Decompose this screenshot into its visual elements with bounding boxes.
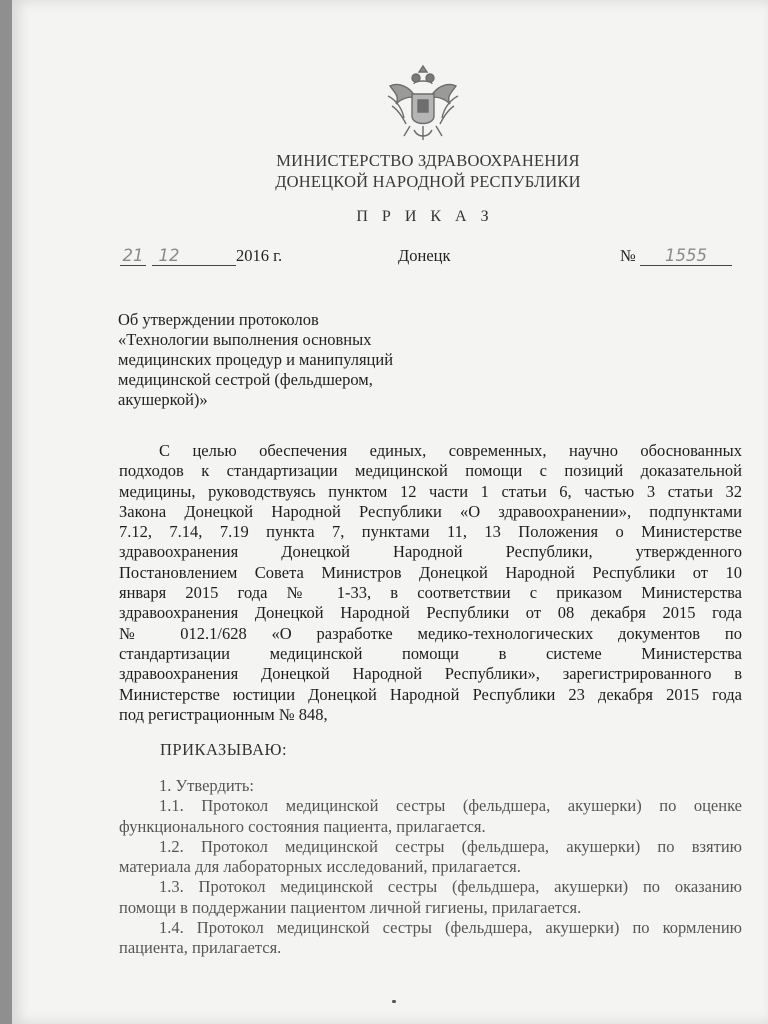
preamble-line: 7.12, 7.14, 7.19 пункта 7, пунктами 11, 13 Положения о Министерстве: [119, 522, 742, 542]
preamble-line: медицины, руководствуясь пунктом 12 части 1 статьи 6, частью 3 статьи 32: [119, 481, 742, 501]
order-number-handwritten: 1555: [640, 246, 732, 266]
preamble-line: подходов к стандартизации медицинской помощи с позиций доказательной: [119, 461, 742, 481]
ministry-header: [230, 150, 626, 192]
item-line: 1.1. Протокол медицинской сестры (фельдшера, акушерки) по оценке: [159, 796, 742, 816]
decree-word: ПРИКАЗЫВАЮ:: [160, 740, 288, 759]
subject-line: акушеркой)»: [118, 390, 208, 409]
date-year: [186, 246, 282, 266]
item-line: пациента, прилагается.: [119, 938, 282, 958]
order-subject: [118, 310, 438, 410]
preamble-line: стандартизации медицинской помощи в системе Министерства: [119, 643, 742, 663]
preamble-paragraph: [119, 441, 742, 725]
subject-line: «Технологии выполнения основных: [118, 330, 372, 349]
preamble-line: Постановлением Совета Министров Донецкой Народной Республики от 10: [119, 562, 742, 582]
republic-name-line: ДОНЕЦКОЙ НАРОДНОЙ РЕСПУБЛИКИ: [275, 172, 581, 191]
subject-line: медицинской сестрой (фельдшером,: [118, 370, 373, 389]
coat-of-arms-eagle-icon: [380, 60, 466, 146]
item-line: 1.2. Протокол медицинской сестры (фельдшера, акушерки) по взятию: [159, 836, 742, 856]
preamble-line: Министерстве юстиции Донецкой Народной Республики 23 декабря 2015 года: [119, 684, 742, 704]
order-items: [119, 776, 742, 959]
city-name: Донецк: [398, 246, 451, 265]
item-line: 1.3. Протокол медицинской сестры (фельдшера, акушерки) по оказанию: [159, 877, 742, 897]
preamble-line: января 2015 года № 1-33, в соответствии с приказом Министерства: [119, 583, 742, 603]
subject-line: медицинских процедур и манипуляций: [118, 350, 394, 369]
preamble-line: здравоохранения Донецкой Народной Республики, утвержденного: [119, 542, 742, 562]
item-line: помощи в поддержании пациентом личной гигиены, прилагается.: [119, 897, 582, 917]
scan-speck: [392, 1000, 396, 1003]
item-line: функционального состояния пациента, прилагается.: [119, 816, 486, 836]
date-month-handwritten: 12: [152, 246, 186, 266]
preamble-line: под регистрационным № 848,: [119, 704, 328, 724]
order-title: П Р И К А З: [356, 208, 494, 225]
date-day-handwritten: 21: [120, 246, 146, 266]
order-number-label: №: [620, 246, 636, 265]
scan-binding-edge: [0, 0, 12, 1024]
item-line: 1. Утвердить:: [159, 776, 254, 795]
item-line: материала для лабораторных исследований, прилагается.: [119, 857, 521, 877]
item-line: 1.4. Протокол медицинской сестры (фельдшера, акушерки) по кормлению: [159, 918, 742, 938]
ministry-name-line: МИНИСТЕРСТВО ЗДРАВООХРАНЕНИЯ: [276, 151, 580, 170]
preamble-line: здравоохранения Донецкой Народной Республики от 08 декабря 2015 года: [119, 603, 742, 623]
preamble-line: С целью обеспечения единых, современных, научно обоснованных: [159, 441, 742, 460]
subject-line: Об утверждении протоколов: [118, 310, 319, 329]
preamble-line: № 012.1/628 «О разработке медико-технологических документов по: [119, 623, 742, 643]
date-year-text: 2016 г.: [236, 246, 283, 265]
preamble-line: Закона Донецкой Народной Республики «О здравоохранении», подпунктами: [119, 501, 742, 521]
preamble-line: здравоохранения Донецкой Народной Республики», зарегистрированного в: [119, 664, 742, 684]
